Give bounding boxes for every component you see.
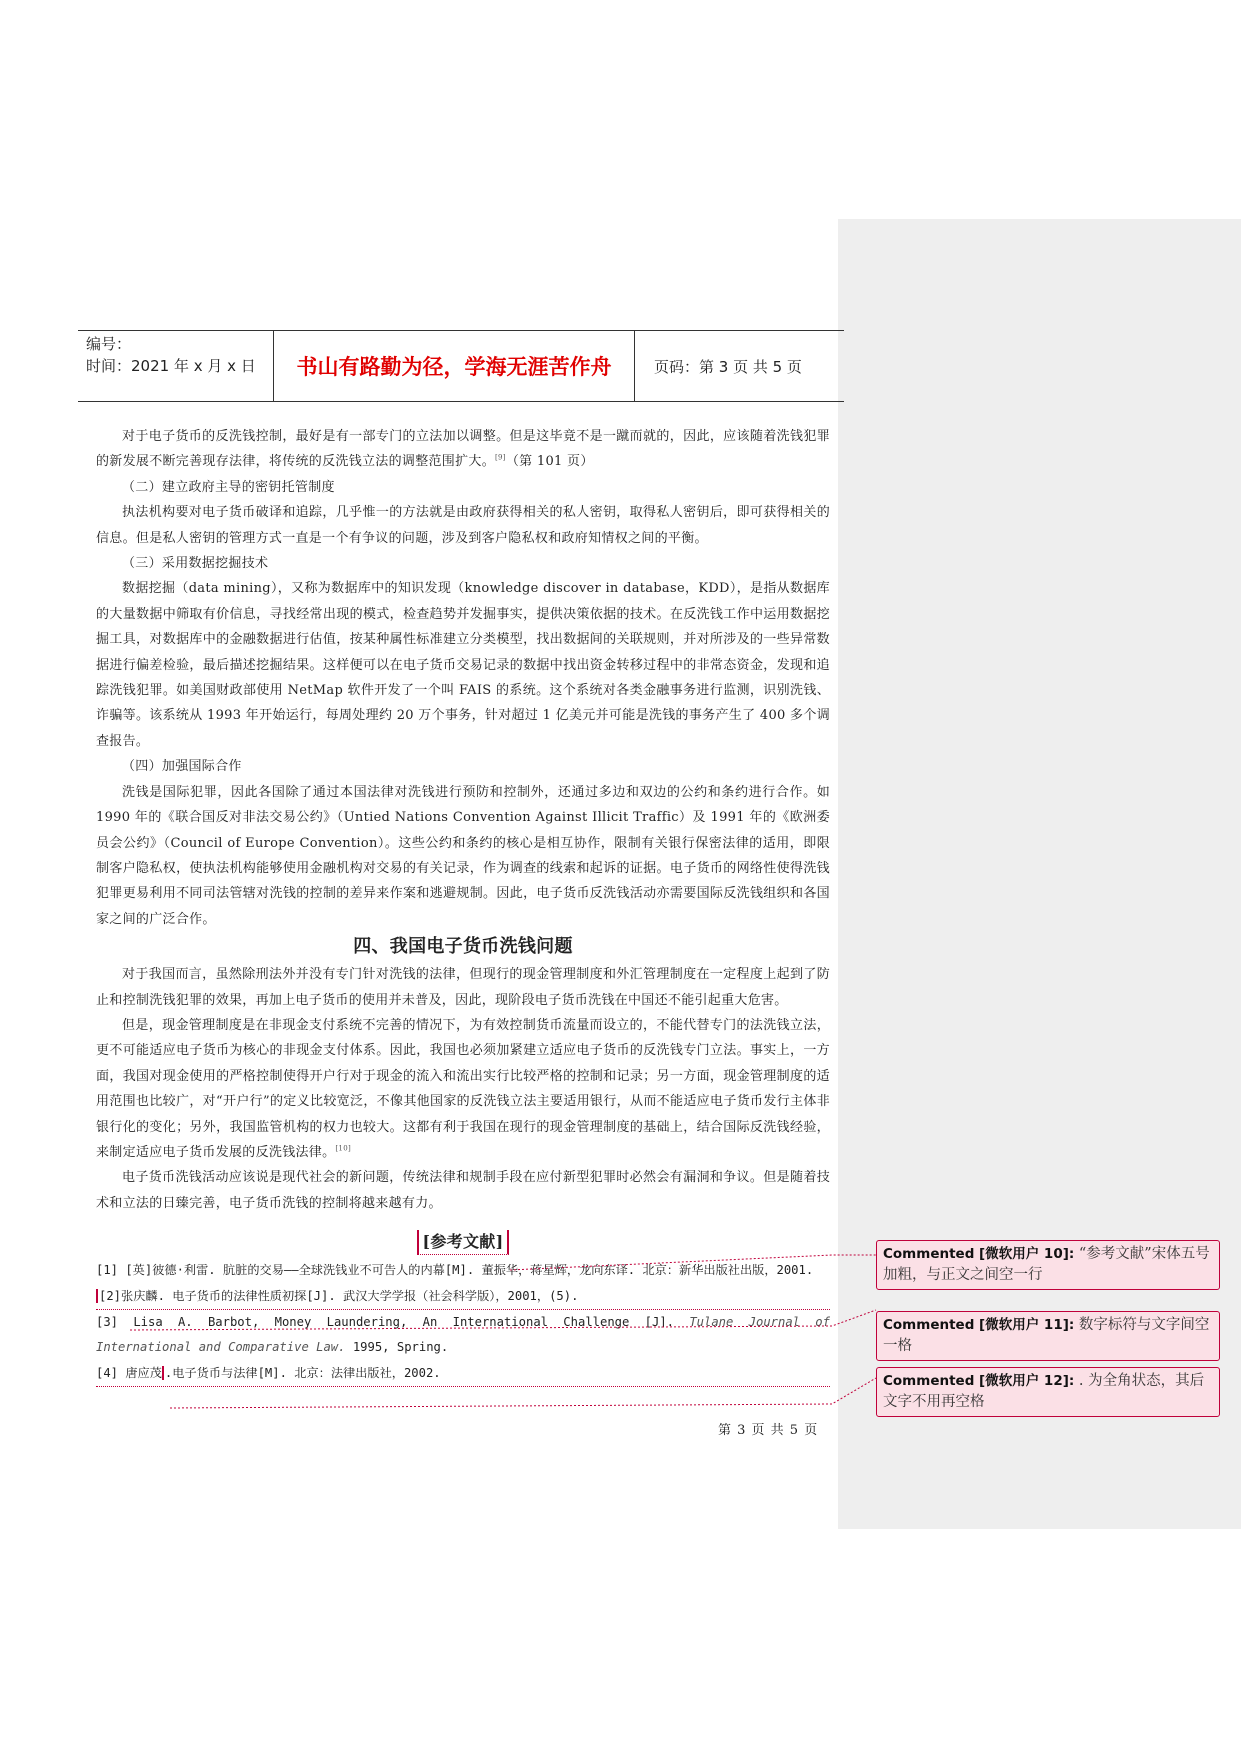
reference-item: [4] 唐应茂 .电子货币与法律[M]. 北京：法律出版社，2002. — [96, 1361, 830, 1387]
citation-marker[interactable]: [10] — [335, 1144, 351, 1153]
header-time-label: 时间：2021 年 x 月 x 日 — [86, 357, 256, 375]
comment-anchor-12[interactable]: . — [162, 1366, 172, 1380]
comment-balloon[interactable] — [876, 1311, 1220, 1361]
comment-author: Commented [微软用户 11]: — [883, 1317, 1075, 1333]
header-page-label: 页码：第 3 页 共 5 页 — [654, 357, 802, 376]
comment-author: Commented [微软用户 10]: — [883, 1246, 1075, 1262]
page-footer: 第 3 页 共 5 页 — [718, 1423, 819, 1438]
header-number-label: 编号： — [86, 335, 132, 353]
reference-item: [2]张庆麟. 电子货币的法律性质初探[J]. 武汉大学学报（社会科学版），2001，(5). — [96, 1284, 830, 1310]
header-motto: 书山有路勤为径，学海无涯苦作舟 — [273, 331, 635, 401]
paragraph: 对于电子货币的反洗钱控制，最好是有一部专门的立法加以调整。但是这毕竟不是一蹴而就的，因此，应该随着洗钱犯罪的新发展不断完善现存法律，将传统的反洗钱立法的调整范围扩大。[9]（第 101 页） — [96, 429, 830, 470]
paragraph: 数据挖掘（data mining），又称为数据库中的知识发现（knowledge discover in database，KDD），是指从数据库的大量数据中筛取有价信息，寻找经常出现的模式，检查趋势并发掘事实，提供决策依据的技术。在反洗钱工作中运用数据挖掘工具，对数据库中的金融数据进行估值，按某种属性标准建立分类模型，找出数据间的关联规则，并对所涉及的一些异常数据进行偏差检验，最后描述挖掘结果。这样便可以在电子货币交易记录的数据中找出资金转移过程中的非常态资金，发现和追踪洗钱犯罪。如美国财政部使用 NetMap 软件开发了一个叫 FAIS 的系统。这个系统对各类金融事务进行监测，识别洗钱、诈骗等。该系统从 1993 年开始运行，每周处理约 20 万个事务，针对超过 1 亿美元并可能是洗钱的事务产生了 400 多个调查报告。 — [96, 581, 830, 749]
comment-text: . 为全角状态，其后文字不用再空格 — [883, 1373, 1205, 1410]
comment-balloon[interactable] — [876, 1367, 1220, 1417]
section-title: 四、我国电子货币洗钱问题 — [353, 936, 573, 958]
paragraph: 洗钱是国际犯罪，因此各国除了通过本国法律对洗钱进行预防和控制外，还通过多边和双边的公约和条约进行合作。如 1990 年的《联合国反对非法交易公约》（Untied Nations Convention Against Illicit Traffic）及 1991 年的《欧洲委员会公约》（Council of Europe Convention）。这些公约和条约的核心是相互协作，限制有关银行保密法律的适用，即限制客户隐私权，使执法机构能够使用金融机构对交易的有关记录，作为调查的线索和起诉的证据。电子货币的网络性使得洗钱犯罪更易利用不同司法管辖对洗钱的控制的差异来作案和逃避规制。因此，电子货币反洗钱活动亦需要国际反洗钱组织和各国家之间的广泛合作。 — [96, 784, 830, 927]
paragraph: 执法机构要对电子货币破译和追踪，几乎惟一的方法就是由政府获得相关的私人密钥，取得私人密钥后，即可获得相关的信息。但是私人密钥的管理方式一直是一个有争议的问题，涉及到客户隐私权和政府知情权之间的平衡。 — [96, 505, 830, 546]
subheading: （三）采用数据挖掘技术 — [122, 556, 269, 572]
reference-item: [3] Lisa A. Barbot, Money Laundering, An International Challenge [J]. Tulane Journal of International and Comparative Law. 1995, Spring. — [96, 1315, 830, 1355]
references-heading[interactable]: [参考文献] — [417, 1230, 510, 1255]
reference-item: [1] [英]彼德·利雷. 肮脏的交易——全球洗钱业不可告人的内幕[M]. 董振华，蒋星辉，龙向东译. 北京：新华出版社出版，2001. — [96, 1263, 814, 1278]
comment-author: Commented [微软用户 12]: — [883, 1373, 1075, 1389]
document-body — [96, 424, 830, 1387]
comment-text: “参考文献”宋体五号加粗，与正文之间空一行 — [883, 1246, 1210, 1283]
paragraph: 电子货币洗钱活动应该说是现代社会的新问题，传统法律和规制手段在应付新型犯罪时必然会有漏洞和争议。但是随着技术和立法的日臻完善，电子货币洗钱的控制将越来越有力。 — [96, 1170, 830, 1211]
page-header — [78, 330, 844, 402]
references-heading-wrap — [96, 1230, 830, 1256]
comment-balloon[interactable] — [876, 1240, 1220, 1290]
subheading: （四）加强国际合作 — [122, 759, 242, 775]
paragraph: 对于我国而言，虽然除刑法外并没有专门针对洗钱的法律，但现行的现金管理制度和外汇管理制度在一定程度上起到了防止和控制洗钱犯罪的效果，再加上电子货币的使用并未普及，因此，现阶段电子货币洗钱在中国还不能引起重大危害。 — [96, 967, 830, 1008]
citation-marker[interactable]: [9] — [495, 454, 506, 463]
paragraph: 但是，现金管理制度是在非现金支付系统不完善的情况下，为有效控制货币流量而设立的，不能代替专门的法洗钱立法，更不可能适应电子货币为核心的非现金支付体系。因此，我国也必须加紧建立适应电子货币的反洗钱专门立法。事实上，一方面，我国对现金使用的严格控制使得开户行对于现金的流入和流出实行比较严格的控制和记录；另一方面，现金管理制度的适用范围也比较广，对“开户行”的定义比较宽泛，不像其他国家的反洗钱立法主要适用银行，从而不能适应电子货币发行主体非银行化的变化；另外，我国监管机构的权力也较大。这都有利于我国在现行的现金管理制度的基础上，结合国际反洗钱经验，来制定适应电子货币发展的反洗钱法律。[10] — [96, 1017, 830, 1160]
comment-anchor-11[interactable]: [2] — [96, 1289, 121, 1303]
subheading: （二）建立政府主导的密钥托管制度 — [122, 479, 335, 495]
comment-text: 数字标符与文字间空一格 — [883, 1317, 1210, 1354]
